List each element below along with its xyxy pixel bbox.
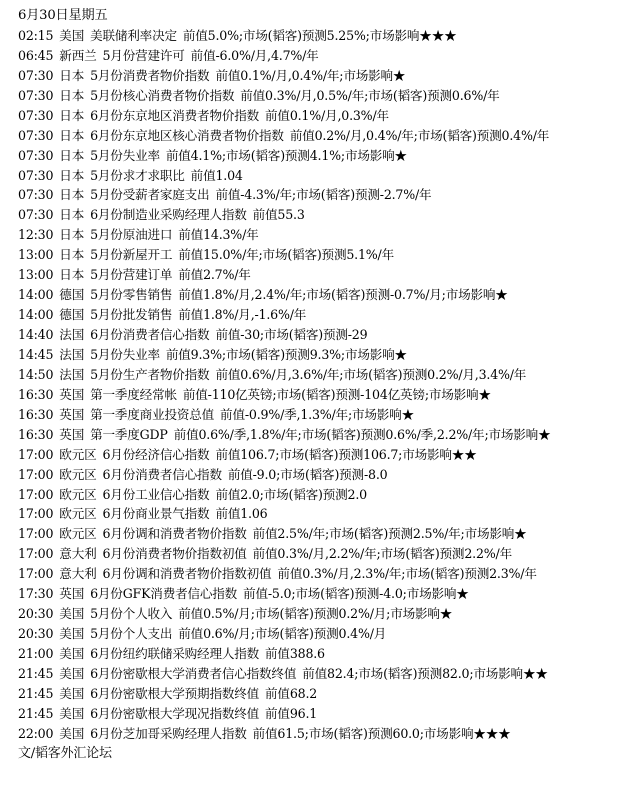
event-country: 英国 [59,386,85,402]
event-time: 14:00 [18,307,54,323]
event-country: 美国 [59,646,85,661]
calendar-row [18,185,614,205]
event-country: 日本 [59,127,85,143]
event-name: 6月份纽约联储采购经理人指数 [90,646,260,661]
event-name: 6月份东京地区消费者物价指数 [90,107,260,123]
calendar-row [18,26,614,46]
event-country: 法国 [59,327,85,342]
event-name: 5月份新屋开工 [90,247,173,263]
calendar-row [18,604,614,624]
event-name: 5月份零售销售 [90,287,173,303]
calendar-row [18,285,614,305]
calendar-row [18,504,614,524]
event-name: 6月份密歇根大学现况指数终值 [90,705,260,721]
event-detail: 前值0.3%/月,0.5%/年;市场(韬客)预测0.6%/年 [240,87,500,103]
event-time: 14:00 [18,287,54,303]
calendar-row [18,205,614,225]
event-name: 美联储利率决定 [90,27,177,43]
event-time: 07:30 [18,67,54,83]
event-name: 6月份密歇根大学预期指数终值 [90,685,260,701]
calendar-row [18,305,614,325]
event-time: 14:45 [18,346,54,362]
event-time: 07:30 [18,187,54,203]
event-detail: 前值55.3 [252,207,305,223]
event-country: 欧元区 [59,506,97,522]
event-country: 英国 [59,586,85,602]
event-time: 14:40 [18,327,54,342]
event-time: 07:30 [18,167,54,183]
event-country: 日本 [59,207,85,223]
event-name: 5月份失业率 [90,147,160,163]
event-detail: 前值0.1%/月,0.4%/年;市场影响★ [215,67,406,83]
event-time: 17:30 [18,586,54,602]
event-detail: 前值15.0%/年;市场(韬客)预测5.1%/年 [178,247,394,263]
event-time: 06:45 [18,47,54,63]
event-detail: 前值61.5;市场(韬客)预测60.0;市场影响★★★ [252,725,511,741]
event-detail: 前值-110亿英镑;市场(韬客)预测-104亿英镑;市场影响★ [182,386,491,402]
event-time: 20:30 [18,626,54,642]
calendar-row [18,146,614,166]
event-name: 5月份原油进口 [90,227,173,243]
calendar-row [18,485,614,505]
event-country: 日本 [59,87,85,103]
event-country: 美国 [59,685,85,701]
event-time: 13:00 [18,247,54,263]
event-name: 6月份消费者信心指数 [90,327,210,342]
event-country: 法国 [59,346,85,362]
event-name: 6月份调和消费者物价指数 [102,526,247,542]
event-country: 日本 [59,147,85,163]
event-detail: 前值0.6%/月,3.6%/年;市场(韬客)预测0.2%/月,3.4%/年 [215,366,527,382]
event-country: 欧元区 [59,526,97,542]
calendar-row [18,644,614,664]
event-time: 16:30 [18,406,54,422]
event-time: 17:00 [18,566,54,582]
event-name: 5月份个人支出 [90,626,173,642]
event-name: 5月份消费者物价指数 [90,67,210,83]
calendar-row [18,66,614,86]
event-time: 17:00 [18,526,54,542]
calendar-row [18,166,614,186]
event-time: 21:45 [18,685,54,701]
calendar-row [18,704,614,724]
event-time: 17:00 [18,546,54,562]
event-country: 意大利 [59,566,97,582]
event-detail: 前值-5.0;市场(韬客)预测-4.0;市场影响★ [243,586,469,602]
event-detail: 前值1.06 [215,506,268,522]
calendar-row [18,385,614,405]
event-name: 6月份制造业采购经理人指数 [90,207,247,223]
calendar-row [18,365,614,385]
event-detail: 前值0.3%/月,2.2%/年;市场(韬客)预测2.2%/年 [252,546,512,562]
date-heading: 6月30日星期五 [18,8,108,23]
event-name: 6月份消费者信心指数 [102,466,222,482]
event-country: 法国 [59,366,85,382]
calendar-row [18,465,614,485]
event-country: 英国 [59,406,85,422]
event-name: 6月份芝加哥采购经理人指数 [90,725,247,741]
event-detail: 前值-0.9%/季,1.3%/年;市场影响★ [220,406,414,422]
event-detail: 前值0.3%/月,2.3%/年;市场(韬客)预测2.3%/年 [277,566,537,582]
event-country: 意大利 [59,546,97,562]
event-time: 02:15 [18,27,54,43]
event-name: 5月份受薪者家庭支出 [90,187,210,203]
calendar-row [18,106,614,126]
event-name: 5月份生产者物价指数 [90,366,210,382]
calendar-row [18,245,614,265]
event-detail: 前值0.6%/季,1.8%/年;市场(韬客)预测0.6%/季,2.2%/年;市场影响★ [173,426,551,442]
event-detail: 前值2.0;市场(韬客)预测2.0 [215,486,367,502]
event-time: 21:45 [18,665,54,681]
calendar-row [18,664,614,684]
event-country: 美国 [59,725,85,741]
event-name: 5月份失业率 [90,346,160,362]
event-detail: 前值96.1 [265,705,318,721]
event-list [18,26,614,744]
event-detail: 前值9.3%;市场(韬客)预测9.3%;市场影响★ [165,346,407,362]
calendar-row [18,564,614,584]
calendar-row [18,126,614,146]
calendar-row [18,405,614,425]
event-detail: 前值14.3%/年 [178,227,259,243]
event-country: 德国 [59,307,85,323]
event-detail: 前值-30;市场(韬客)预测-29 [215,327,368,342]
event-time: 07:30 [18,147,54,163]
event-country: 美国 [59,626,85,642]
calendar-row [18,345,614,365]
event-country: 日本 [59,67,85,83]
event-time: 07:30 [18,127,54,143]
event-country: 日本 [59,247,85,263]
event-country: 美国 [59,27,85,43]
event-country: 美国 [59,606,85,622]
calendar-row [18,86,614,106]
event-detail: 前值68.2 [265,685,318,701]
event-time: 22:00 [18,725,54,741]
event-name: 6月份东京地区核心消费者物价指数 [90,127,284,143]
event-time: 20:30 [18,606,54,622]
event-country: 美国 [59,665,85,681]
event-detail: 前值0.2%/月,0.4%/年;市场(韬客)预测0.4%/年 [289,127,550,143]
event-detail: 前值1.8%/月,2.4%/年;市场(韬客)预测-0.7%/月;市场影响★ [178,287,508,303]
event-detail: 前值0.1%/月,0.3%/年 [265,107,389,123]
event-name: 6月份调和消费者物价指数初值 [102,566,272,582]
event-country: 日本 [59,187,85,203]
event-name: 第一季度商业投资总值 [90,406,215,422]
event-time: 17:00 [18,466,54,482]
event-name: 6月份工业信心指数 [102,486,210,502]
event-detail: 前值2.5%/年;市场(韬客)预测2.5%/年;市场影响★ [252,526,527,542]
event-country: 日本 [59,267,85,283]
source-credit: 文/韬客外汇论坛 [18,745,112,761]
event-time: 17:00 [18,506,54,522]
calendar-row [18,325,614,345]
event-detail: 前值106.7;市场(韬客)预测106.7;市场影响★★ [215,446,477,462]
event-time: 13:00 [18,267,54,283]
event-time: 12:30 [18,227,54,243]
event-time: 17:00 [18,446,54,462]
event-detail: 前值5.0%;市场(韬客)预测5.25%;市场影响★★★ [182,27,457,43]
event-name: 6月份GFK消费者信心指数 [90,586,238,602]
event-name: 5月份求才求职比 [90,167,185,183]
economic-calendar [18,6,614,764]
calendar-row [18,724,614,744]
event-name: 6月份消费者物价指数初值 [102,546,247,562]
event-country: 欧元区 [59,446,97,462]
event-country: 日本 [59,107,85,123]
calendar-row [18,265,614,285]
event-detail: 前值82.4;市场(韬客)预测82.0;市场影响★★ [302,665,548,681]
calendar-row [18,225,614,245]
event-name: 5月份批发销售 [90,307,173,323]
event-country: 欧元区 [59,486,97,502]
event-time: 17:00 [18,486,54,502]
event-detail: 前值4.1%;市场(韬客)预测4.1%;市场影响★ [165,147,407,163]
event-detail: 前值388.6 [265,646,325,661]
calendar-row [18,624,614,644]
event-country: 英国 [59,426,85,442]
event-time: 16:30 [18,426,54,442]
event-country: 新西兰 [59,47,97,63]
event-detail: 前值2.7%/年 [178,267,251,283]
event-time: 14:50 [18,366,54,382]
event-detail: 前值1.04 [190,167,243,183]
event-detail: 前值0.5%/月;市场(韬客)预测0.2%/月;市场影响★ [178,606,453,622]
event-name: 第一季度经常帐 [90,386,177,402]
event-time: 16:30 [18,386,54,402]
calendar-row [18,684,614,704]
event-detail: 前值-4.3%/年;市场(韬客)预测-2.7%/年 [215,187,432,203]
event-country: 欧元区 [59,466,97,482]
event-country: 美国 [59,705,85,721]
event-time: 07:30 [18,207,54,223]
event-name: 5月份营建许可 [102,47,185,63]
event-country: 日本 [59,227,85,243]
event-name: 5月份核心消费者物价指数 [90,87,235,103]
event-detail: 前值1.8%/月,-1.6%/年 [178,307,307,323]
event-time: 21:45 [18,705,54,721]
calendar-row [18,544,614,564]
calendar-row [18,524,614,544]
event-country: 日本 [59,167,85,183]
event-detail: 前值-6.0%/月,4.7%/年 [190,47,319,63]
event-detail: 前值0.6%/月;市场(韬客)预测0.4%/月 [178,626,387,642]
event-name: 6月份密歇根大学消费者信心指数终值 [90,665,297,681]
event-country: 德国 [59,287,85,303]
event-detail: 前值-9.0;市场(韬客)预测-8.0 [227,466,388,482]
event-name: 5月份营建订单 [90,267,173,283]
event-time: 07:30 [18,87,54,103]
event-time: 21:00 [18,646,54,661]
calendar-row [18,445,614,465]
event-name: 6月份商业景气指数 [102,506,210,522]
event-name: 5月份个人收入 [90,606,173,622]
event-time: 07:30 [18,107,54,123]
calendar-row [18,584,614,604]
calendar-row [18,46,614,66]
event-name: 6月份经济信心指数 [102,446,210,462]
event-name: 第一季度GDP [90,426,168,442]
calendar-row [18,425,614,445]
